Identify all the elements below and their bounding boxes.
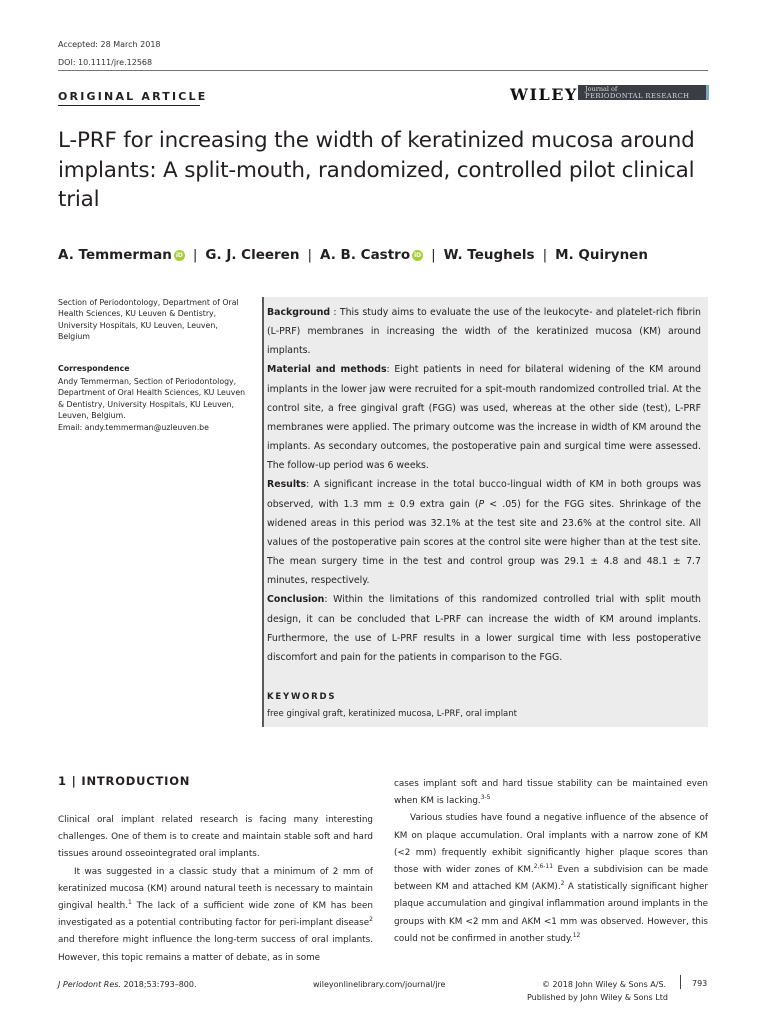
paragraph: It was suggested in a classic study that a minimum of 2 mm of keratinized mucosa (KM) around natural teeth is necessary to maintain gingival health.$^1$ The lack of a sufficient wide zone of KM has been investigated as a potential contributing factor for peri-implant disease$^2$ and therefore might influence the long-term success of oral implants. However, this topic remains a matter of debate, as in some xyxy=(58,866,373,963)
paragraph-continued: cases implant soft and hard tissue stability can be maintained even when KM is lacking.$^{3-5}$ xyxy=(394,779,708,807)
footer-citation: J Periodont Res. 2018;53:793–800. xyxy=(58,980,197,989)
article-type-label: ORIGINAL ARTICLE xyxy=(58,90,208,103)
author-name[interactable]: G. J. Cleeren xyxy=(205,247,300,263)
journal-logo-title: PERIODONTAL RESEARCH xyxy=(585,92,690,100)
citation-ref[interactable]: 2 xyxy=(560,880,565,888)
author-name[interactable]: A. B. Castro xyxy=(320,247,411,263)
abstract-results-label: Results xyxy=(267,479,307,491)
author-name[interactable]: M. Quirynen xyxy=(555,247,648,263)
journal-logo-stripe xyxy=(706,85,709,100)
citation-ref[interactable]: 12 xyxy=(572,931,581,939)
citation-ref[interactable]: 2 xyxy=(369,916,373,924)
keywords-heading: KEYWORDS xyxy=(267,692,337,702)
author-separator: | xyxy=(542,247,548,263)
abstract-conclusion-label: Conclusion xyxy=(267,594,325,606)
correspondence-heading: Correspondence xyxy=(58,364,130,373)
journal-logo xyxy=(578,85,706,100)
footer-divider xyxy=(680,975,681,989)
author-separator: | xyxy=(431,247,436,263)
page-number: 793 xyxy=(692,979,708,988)
correspondence-email[interactable]: Email: andy.temmerman@uzleuven.be xyxy=(58,422,209,432)
citation-ref[interactable]: 1 xyxy=(128,899,132,907)
correspondence-details xyxy=(58,376,253,433)
footer-publisher: Published by John Wiley & Sons Ltd xyxy=(527,993,668,1002)
abstract-results: Results: A significant increase in the total bucco-lingual width of KM in both groups was observed, with 1.3 mm ± 0.9 extra gain (P < .05) for the FGG sites. Shrinkage of the widened areas in this period was 32.1% at the test site and 23.6% at the control site. All values of the postoperative pain scores at the control site were higher than at the test site. The mean surgery time in the test and control group was 29.1 ± 4.8 and 48.1 ± 7.7 minutes, respectively. xyxy=(267,479,701,587)
orcid-icon[interactable]: iD xyxy=(414,252,422,259)
keywords-list: free gingival graft, keratinized mucosa, L-PRF, oral implant xyxy=(267,709,517,719)
abstract xyxy=(267,303,701,667)
body-column-left xyxy=(58,812,373,967)
author-name[interactable]: W. Teughels xyxy=(443,247,535,263)
author-separator: | xyxy=(307,247,313,263)
paragraph: Clinical oral implant related research is facing many interesting challenges. One of them is to create and maintain stable soft and hard tissues around osseointegrated oral implants. xyxy=(58,815,373,860)
author-separator: | xyxy=(192,247,198,263)
abstract-background: Background : This study aims to evaluate the use of the leukocyte- and platelet-rich fibrin (L-PRF) membranes in increasing the width of the keratinized mucosa (KM) around implants. xyxy=(267,307,701,357)
article-title: L-PRF for increasing the width of keratinized mucosa around implants: A split-mouth, randomized, controlled pilot clinical trial xyxy=(58,128,695,212)
footer-url[interactable]: wileyonlinelibrary.com/journal/jre xyxy=(313,980,446,989)
author-list xyxy=(58,247,648,263)
affiliation: Section of Periodontology, Department of Oral Health Sciences, KU Leuven & Dentistry, University Hospitals, KU Leuven, Leuven, Belgium xyxy=(58,298,239,342)
abstract-methods-label: Material and methods xyxy=(267,364,387,376)
abstract-methods: Material and methods: Eight patients in need for bilateral widening of the KM around implants in the lower jaw were recruited for a spit-mouth randomized controlled trial. At the control site, a free gingival graft (FGG) was used, whereas at the other side (test), L-PRF membranes were applied. The primary outcome was the increase in width of KM around the implants. As secondary outcomes, the postoperative pain and surgical time were assessed. The follow-up period was 6 weeks. xyxy=(267,364,701,472)
section-heading-introduction: 1 | INTRODUCTION xyxy=(58,774,191,788)
correspondence-address: Andy Temmerman, Section of Periodontology, Department of Oral Health Sciences, KU Leuven & Dentistry, University Hospitals, KU Leuven, Leuven, Belgium. xyxy=(58,377,246,421)
author-name[interactable]: A. Temmerman xyxy=(58,247,172,263)
accepted-date: Accepted: 28 March 2018 xyxy=(58,40,161,49)
orcid-icon[interactable]: iD xyxy=(175,252,183,259)
abstract-background-label: Background xyxy=(267,307,331,318)
article-type-underline xyxy=(58,105,200,106)
citation-ref[interactable]: 3-5 xyxy=(480,794,491,802)
body-column-right xyxy=(394,776,708,948)
footer-copyright: © 2018 John Wiley & Sons A/S. xyxy=(542,980,667,989)
journal-logo-small-text: Journal of xyxy=(585,85,618,93)
wiley-logo: WILEY xyxy=(510,85,578,104)
header-divider xyxy=(58,70,708,71)
doi[interactable]: DOI: 10.1111/jre.12568 xyxy=(58,58,153,67)
abstract-conclusion: Conclusion: Within the limitations of this randomized controlled trial with split mouth design, it can be concluded that L-PRF can increase the width of KM around implants. Furthermore, the use of L-PRF results in a lower surgical time with less postoperative discomfort and pain for the patients in comparison to the FGG. xyxy=(267,594,701,663)
footer-journal-name: J Periodont Res. xyxy=(58,980,121,989)
citation-ref[interactable]: 2,6-11 xyxy=(533,863,554,871)
paragraph: Various studies have found a negative influence of the absence of KM on plaque accumulation. Oral implants with a narrow zone of KM (<2 mm) frequently exhibit significantly higher plaque scores than those with wider zones of KM.$^{2,6-11}$ Even a subdivision can be made between KM and attached KM (AKM).$^2$ A statistically significant higher plaque accumulation and gingival inflammation around implants in the groups with KM <2 mm and AKM <1 mm was observed. However, this could not be confirmed in another study.$^{12}$ xyxy=(394,813,708,944)
